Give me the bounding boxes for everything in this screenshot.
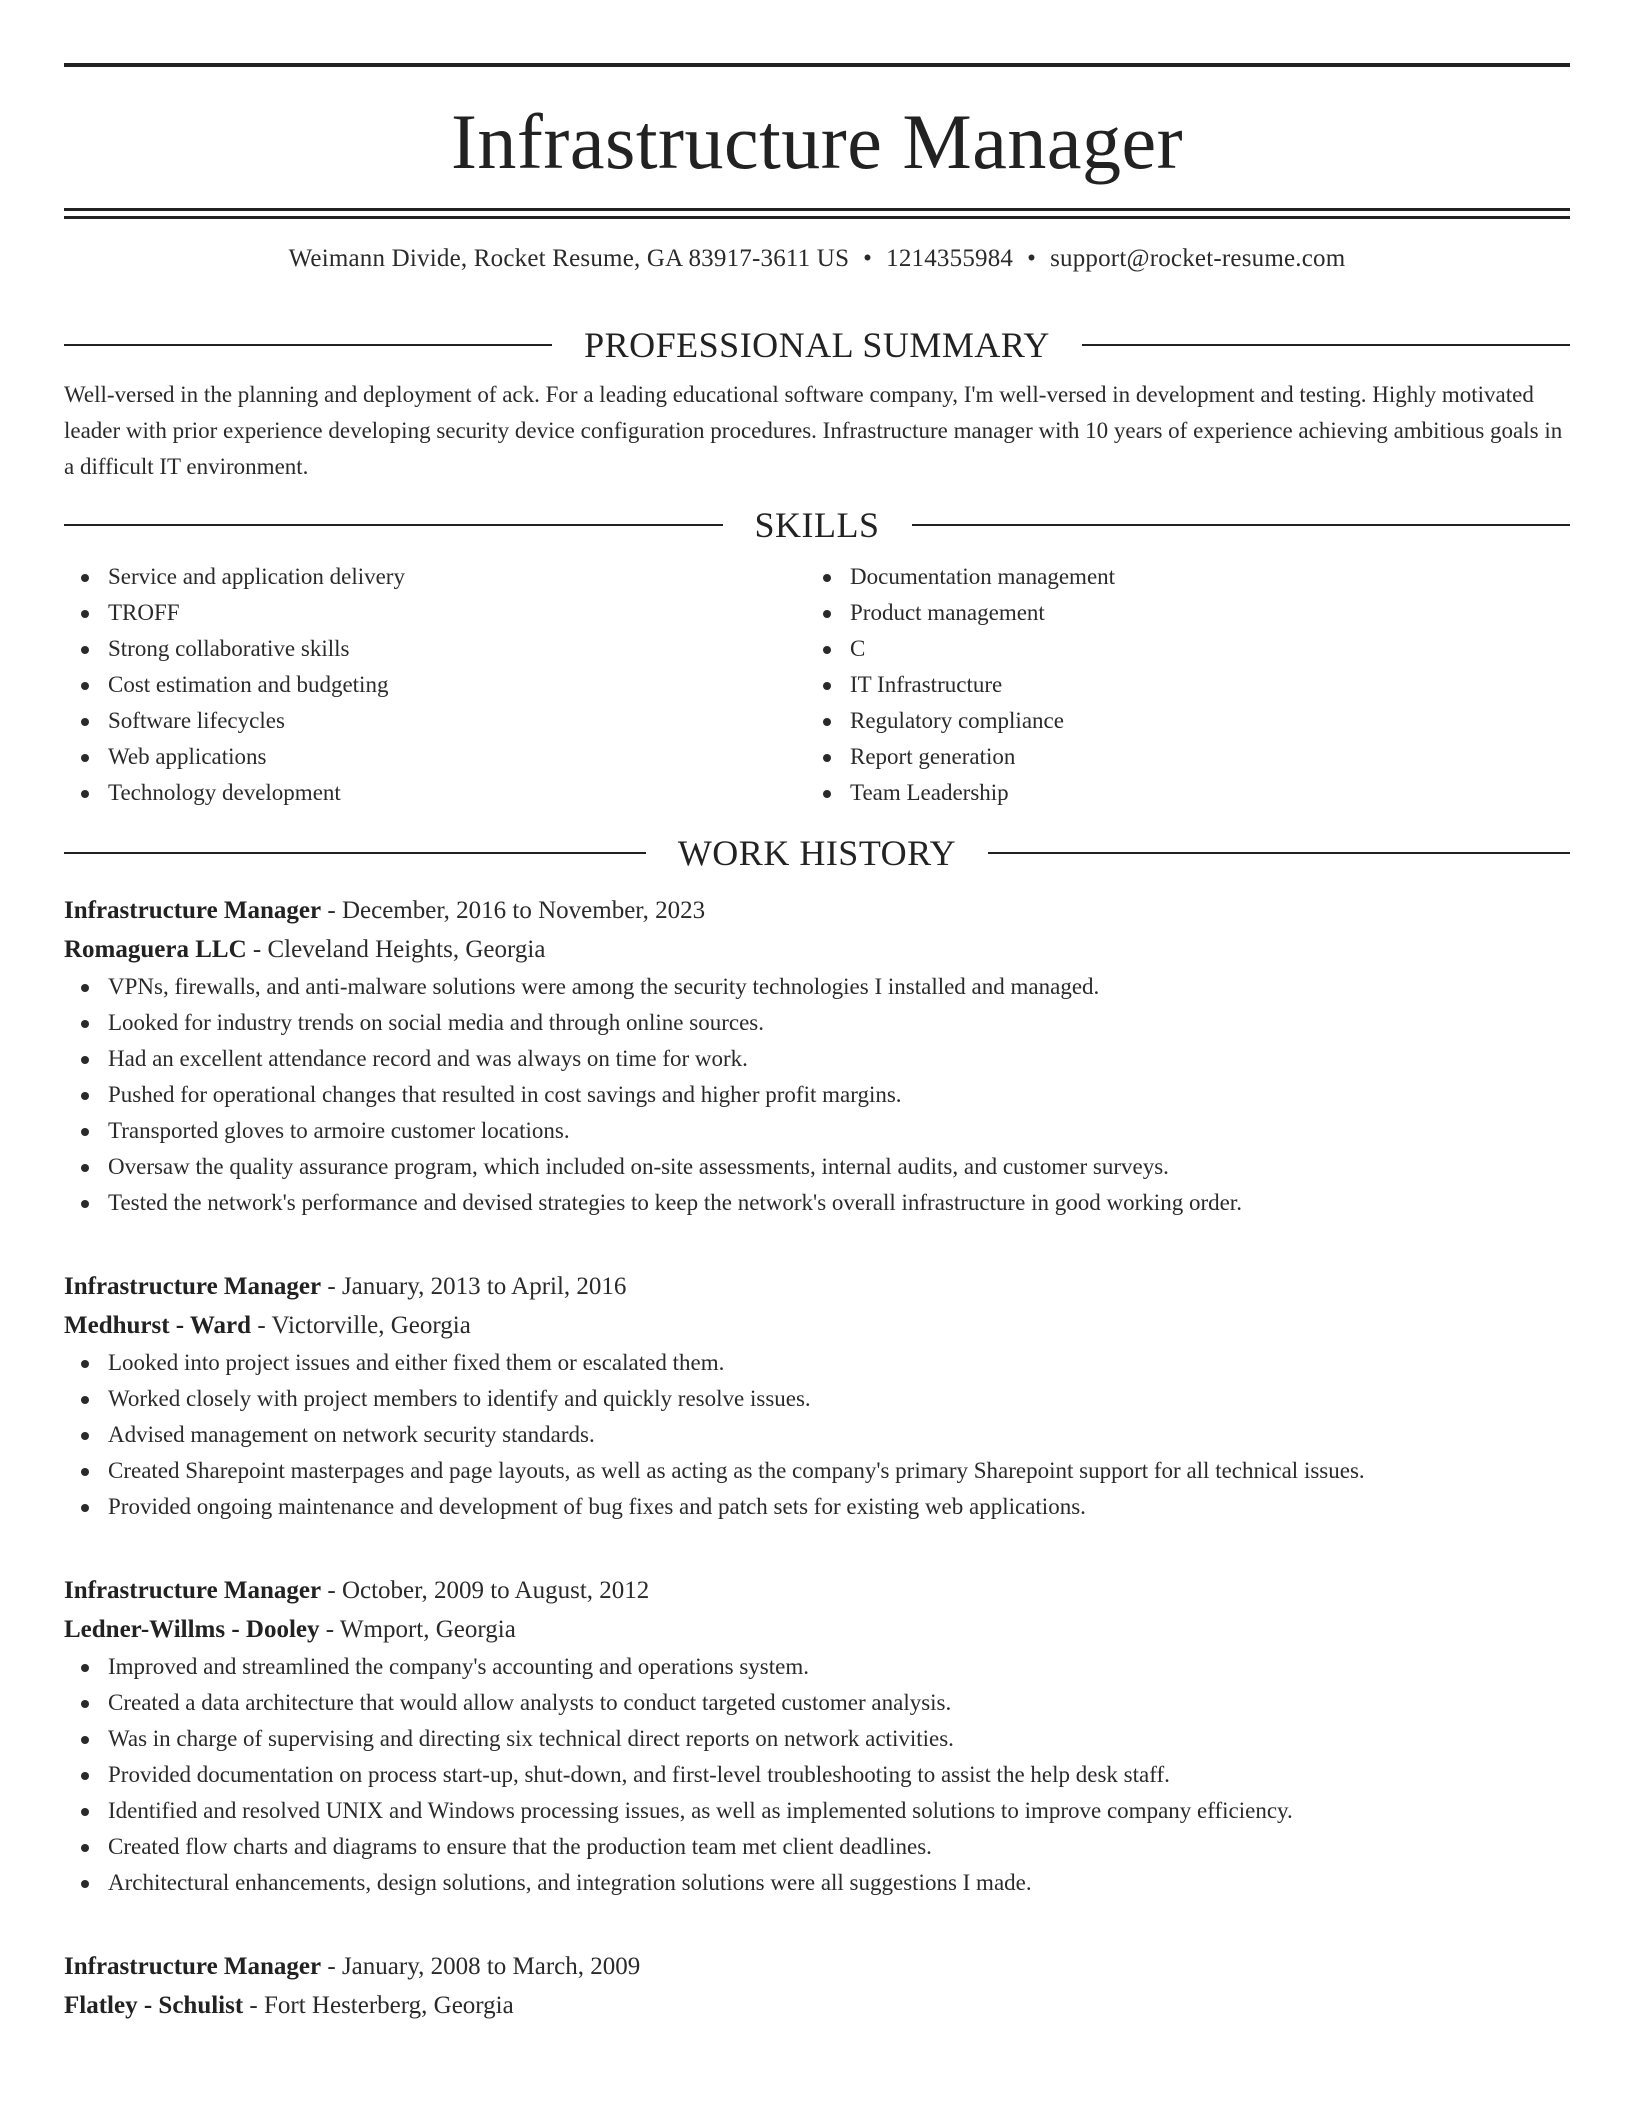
job-company: Romaguera LLC — [64, 936, 247, 963]
job-bullet: Tested the network's performance and devised strategies to keep the network's overall infrastructure in good working order. — [64, 1185, 1570, 1221]
job-bullet: Created flow charts and diagrams to ensure that the production team met client deadlines. — [64, 1829, 1570, 1865]
job-bullet: Architectural enhancements, design solutions, and integration solutions were all suggestions I made. — [64, 1865, 1570, 1901]
job-company: Ledner-Willms - Dooley — [64, 1616, 320, 1643]
job-company: Flatley - Schulist — [64, 1992, 244, 2019]
job-company-line — [64, 1610, 1570, 1649]
job-bullet: Created a data architecture that would allow analysts to conduct targeted customer analysis. — [64, 1685, 1570, 1721]
job-bullets — [64, 1345, 1570, 1525]
job-dates: January, 2013 to April, 2016 — [341, 1273, 627, 1300]
job-title: Infrastructure Manager — [64, 1953, 322, 1980]
job-dash: - — [321, 1577, 342, 1604]
job-company-line — [64, 1986, 1570, 2025]
job-bullet: Looked into project issues and either fixed them or escalated them. — [64, 1345, 1570, 1381]
job-dash: - — [251, 1312, 272, 1339]
skill-item: Service and application delivery — [64, 559, 806, 595]
job-title: Infrastructure Manager — [64, 1273, 322, 1300]
job-location: Victorville, Georgia — [271, 1312, 471, 1339]
job-bullet: Looked for industry trends on social media and through online sources. — [64, 1005, 1570, 1041]
job-title: Infrastructure Manager — [64, 1577, 322, 1604]
job-bullet: Transported gloves to armoire customer locations. — [64, 1113, 1570, 1149]
skills-column-right — [806, 559, 1548, 811]
job-company-line — [64, 930, 1570, 969]
resume-page — [64, 0, 1570, 2025]
job-entry — [64, 1571, 1570, 1901]
skill-item: Web applications — [64, 739, 806, 775]
job-location: Wmport, Georgia — [339, 1616, 516, 1643]
job-title-line — [64, 1947, 1570, 1986]
job-entry — [64, 891, 1570, 1221]
job-dash: - — [321, 897, 342, 924]
heading-rule — [64, 344, 552, 346]
summary-heading-text: PROFESSIONAL SUMMARY — [584, 325, 1050, 365]
job-bullet: Pushed for operational changes that resulted in cost savings and higher profit margins. — [64, 1077, 1570, 1113]
job-dash: - — [246, 936, 268, 963]
skill-item: Documentation management — [806, 559, 1548, 595]
job-company-line — [64, 1306, 1570, 1345]
skills-column-left — [64, 559, 806, 811]
job-bullets — [64, 1649, 1570, 1901]
job-bullet: Provided ongoing maintenance and development of bug fixes and patch sets for existing web applications. — [64, 1489, 1570, 1525]
skill-item: Team Leadership — [806, 775, 1548, 811]
job-dates: January, 2008 to March, 2009 — [341, 1953, 641, 1980]
job-location: Cleveland Heights, Georgia — [267, 936, 546, 963]
job-title-line — [64, 1571, 1570, 1610]
work-history-list — [64, 891, 1570, 2025]
resume-name: Infrastructure Manager — [450, 98, 1184, 185]
skill-item: Report generation — [806, 739, 1548, 775]
skill-item: Cost estimation and budgeting — [64, 667, 806, 703]
heading-rule — [64, 852, 646, 854]
job-bullet: Worked closely with project members to identify and quickly resolve issues. — [64, 1381, 1570, 1417]
job-bullets — [64, 969, 1570, 1221]
skill-item: TROFF — [64, 595, 806, 631]
contact-separator: • — [1027, 245, 1037, 272]
skills-heading-text: SKILLS — [754, 505, 880, 545]
heading-rule — [1082, 344, 1570, 346]
summary-text: Well-versed in the planning and deployment of ack. For a leading educational software company, I'm well-versed in development and testing. Highly motivated leader with prior experience developing security device configuration procedures. Infrastructure manager with 10 years of experience achieving ambitious goals in a difficult IT environment. — [64, 382, 1563, 479]
heading-rule — [988, 852, 1570, 854]
top-rule — [64, 63, 1570, 67]
work-heading — [64, 835, 1570, 871]
job-title-line — [64, 1267, 1570, 1306]
skills-list — [64, 559, 1570, 811]
job-entry — [64, 1267, 1570, 1525]
job-bullet: Was in charge of supervising and directing six technical direct reports on network activities. — [64, 1721, 1570, 1757]
skill-item: IT Infrastructure — [806, 667, 1548, 703]
job-dash: - — [321, 1273, 342, 1300]
skill-item: Software lifecycles — [64, 703, 806, 739]
job-bullet: Advised management on network security standards. — [64, 1417, 1570, 1453]
job-bullet: Oversaw the quality assurance program, which included on-site assessments, internal audits, and customer surveys. — [64, 1149, 1570, 1185]
job-bullet: Identified and resolved UNIX and Windows processing issues, as well as implemented solutions to improve company efficiency. — [64, 1793, 1570, 1829]
job-dash: - — [319, 1616, 340, 1643]
contact-separator: • — [863, 245, 873, 272]
job-dates: December, 2016 to November, 2023 — [341, 897, 706, 924]
summary-heading — [64, 327, 1570, 363]
job-bullet: Provided documentation on process start-up, shut-down, and first-level troubleshooting to assist the help desk staff. — [64, 1757, 1570, 1793]
job-bullet: Created Sharepoint masterpages and page layouts, as well as acting as the company's primary Sharepoint support for all technical issues. — [64, 1453, 1570, 1489]
contact-email: support@rocket-resume.com — [1050, 245, 1346, 272]
job-bullet: Had an excellent attendance record and was always on time for work. — [64, 1041, 1570, 1077]
header-double-rule — [64, 208, 1570, 219]
contact-phone: 1214355984 — [886, 245, 1014, 272]
job-title: Infrastructure Manager — [64, 897, 322, 924]
skill-item: Technology development — [64, 775, 806, 811]
job-dates: October, 2009 to August, 2012 — [341, 1577, 650, 1604]
heading-rule — [64, 524, 723, 526]
job-entry — [64, 1947, 1570, 2025]
contact-line — [64, 245, 1570, 281]
job-bullet: Improved and streamlined the company's accounting and operations system. — [64, 1649, 1570, 1685]
skill-item: Product management — [806, 595, 1548, 631]
heading-rule — [912, 524, 1571, 526]
skill-item: C — [806, 631, 1548, 667]
job-title-line — [64, 891, 1570, 930]
job-dash: - — [321, 1953, 342, 1980]
skill-item: Strong collaborative skills — [64, 631, 806, 667]
work-heading-text: WORK HISTORY — [677, 833, 957, 873]
skills-heading — [64, 507, 1570, 543]
job-location: Fort Hesterberg, Georgia — [264, 1992, 514, 2019]
contact-address: Weimann Divide, Rocket Resume, GA 83917-3611 US — [288, 245, 850, 272]
skill-item: Regulatory compliance — [806, 703, 1548, 739]
job-company: Medhurst - Ward — [64, 1312, 252, 1339]
job-dash: - — [243, 1992, 264, 2019]
job-bullet: VPNs, firewalls, and anti-malware solutions were among the security technologies I installed and managed. — [64, 969, 1570, 1005]
